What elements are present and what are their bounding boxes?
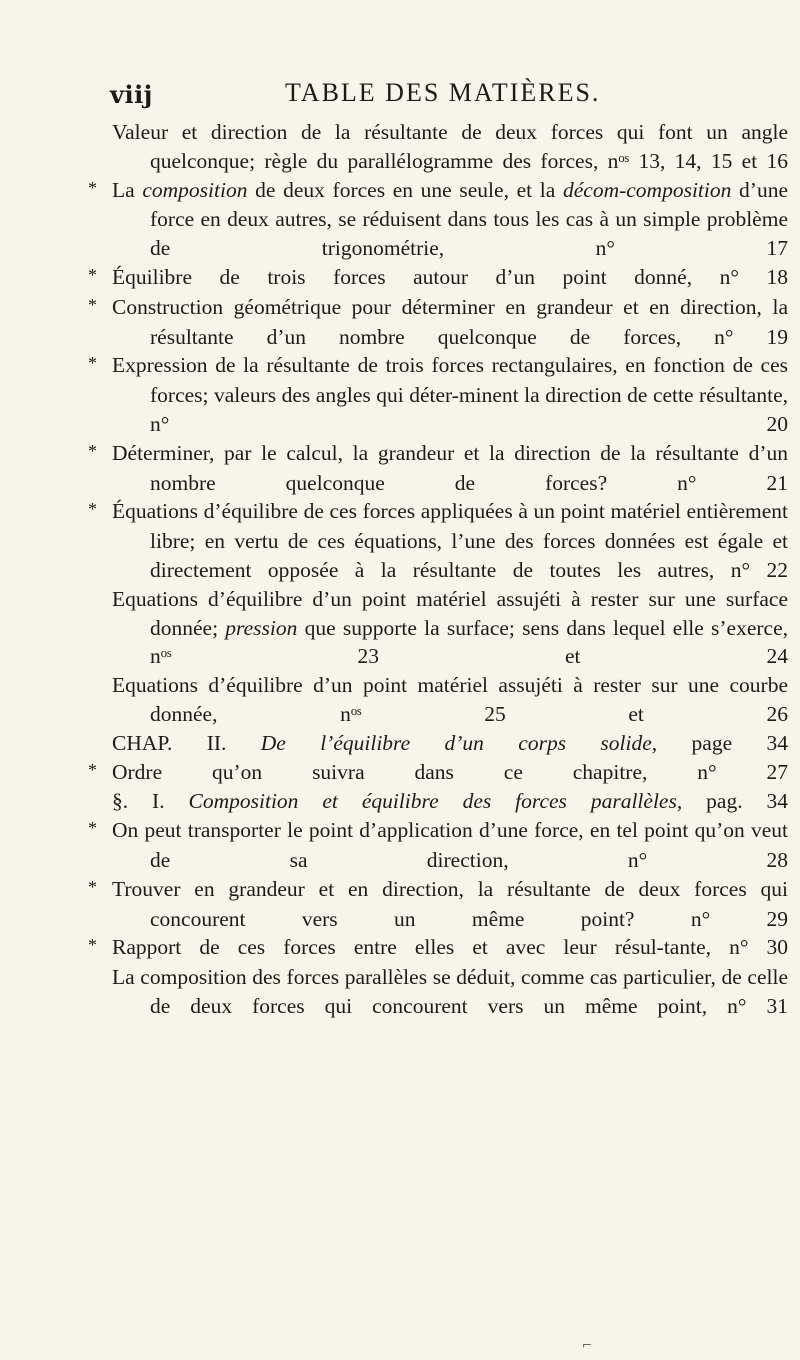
section-heading	[112, 787, 788, 816]
entry-text-italic: composition	[142, 177, 248, 202]
folio-number: viij	[110, 80, 153, 109]
toc-entry: * Construction géométrique pour déterminer en grandeur et en direction, la résultante d’un nombre quelconque de forces, n° 19	[88, 294, 788, 349]
entry-reference: nᵒˢ 25 et 26	[340, 701, 788, 726]
entry-reference: pag. 34	[706, 789, 789, 814]
entry-reference: n° 31	[727, 993, 789, 1018]
entry-text: §. I.	[112, 789, 189, 814]
toc-entry	[112, 671, 788, 729]
entry-text: La composition des forces parallèles se déduit, comme cas particulier, de celle de deux forces qui concourent vers un même point,	[112, 965, 788, 1018]
entry-text: Rapport de ces forces entre elles et avec leur résul-tante,	[112, 935, 711, 960]
entry-text: Construction géométrique pour déterminer en grandeur et en direction, la résultante d’un nombre quelconque de forces,	[112, 294, 788, 349]
entry-text: On peut transporter le point d’application d’une force, en tel point qu’on veut de sa direction,	[112, 818, 788, 872]
toc-entry: * Rapport de ces forces entre elles et avec leur résul-tante, n° 30	[88, 935, 788, 960]
toc-entry: * La composition de deux forces en une seule, et la décom-composition d’une force en deux autres, se réduisent dans tous les cas à un simple problème de trigonométrie, n° 17	[88, 177, 788, 261]
entry-text: que supporte la surface; sens dans lequel elle s’exerce,	[297, 615, 789, 640]
toc-entry: * Déterminer, par le calcul, la grandeur et la direction de la résultante d’un nombre quelconque de forces? n° 21	[88, 440, 788, 495]
toc-entry: * On peut transporter le point d’application d’une force, en tel point qu’on veut de sa direction, n° 28	[88, 818, 789, 872]
entry-reference: page 34	[691, 730, 788, 755]
entry-text: Déterminer, par le calcul, la grandeur et la direction de la résultante d’un nombre quelconque de forces?	[112, 440, 788, 495]
page-header	[0, 74, 800, 114]
table-of-contents	[88, 118, 789, 1021]
entry-text: Equations d’équilibre d’un point matériel assujéti à rester sur une courbe donnée,	[112, 673, 788, 726]
entry-text: Trouver en grandeur et en direction, la résultante de deux forces qui concourent vers un même point?	[112, 876, 788, 931]
entry-text: CHAP. II.	[112, 730, 261, 755]
toc-entry	[112, 963, 788, 1021]
toc-entry: * Expression de la résultante de trois forces rectangulaires, en fonction de ces forces; valeurs des angles qui déter-minent la direction de cette résultante, n° 20	[88, 353, 788, 436]
entry-reference: n° 21	[677, 470, 788, 495]
entry-text: Équations d’équilibre de ces forces appliquées à un point matériel entièrement libre; en vertu de ces équations, l’une des forces données est égale et directement opposée à la résultante de toutes les autres,	[112, 499, 788, 582]
entry-text: de deux forces en une seule, et la	[247, 177, 563, 202]
toc-entry	[112, 585, 788, 671]
toc-entry: * Trouver en grandeur et en direction, la résultante de deux forces qui concourent vers un même point? n° 29	[88, 876, 788, 931]
entry-text: d’une force en deux autres, se réduisent dans tous les cas à un simple problème de trigonométrie,	[150, 177, 788, 261]
entry-reference: nᵒˢ 23 et 24	[150, 644, 788, 669]
toc-entry	[112, 118, 788, 176]
entry-text-italic: pression	[225, 615, 298, 640]
running-title: TABLE DES MATIÈRES.	[285, 78, 601, 107]
entry-text-italic: Composition et équilibre des forces parallèles,	[188, 789, 683, 814]
entry-text: La	[112, 177, 143, 202]
entry-text-italic: De l’équilibre d’un corps solide,	[260, 730, 658, 755]
entry-reference: n° 18	[719, 264, 788, 289]
entry-reference: n° 17	[595, 236, 788, 261]
entry-reference: n° 27	[697, 759, 788, 784]
entry-reference: n° 19	[714, 324, 788, 349]
entry-text: Expression de la résultante de trois forces rectangulaires, en fonction de ces forces; valeurs des angles qui déter-minent la direction de cette résultante,	[112, 353, 788, 408]
entry-reference: n° 28	[627, 847, 789, 872]
entry-reference: n° 20	[150, 411, 788, 436]
entry-reference: nᵒˢ 13, 14, 15 et 16	[607, 148, 789, 173]
entry-reference: n° 30	[729, 935, 788, 960]
toc-entry: * Ordre qu’on suivra dans ce chapitre, n° 27	[88, 759, 788, 784]
toc-entry: * Équilibre de trois forces autour d’un point donné, n° 18	[88, 264, 788, 289]
entry-reference: n° 22	[730, 557, 788, 582]
entry-text: Equations d’équilibre d’un point matériel assujéti à rester sur une surface donnée;	[112, 586, 788, 640]
entry-text: Équilibre de trois forces autour d’un point donné,	[112, 264, 693, 289]
page-mark: ⌐	[582, 1338, 593, 1352]
entry-text: Valeur et direction de la résultante de deux forces qui font un angle quelconque; règle du parallélogramme des forces,	[112, 120, 788, 173]
entry-reference: n° 29	[690, 906, 788, 931]
chapter-heading	[112, 729, 788, 758]
entry-text: Ordre qu’on suivra dans ce chapitre,	[112, 759, 648, 784]
entry-text-italic: décom-composition	[562, 177, 732, 202]
toc-entry: * Équations d’équilibre de ces forces appliquées à un point matériel entièrement libre; en vertu de ces équations, l’une des forces données est égale et directement opposée à la résultante de toutes les autres, n° 22	[88, 499, 788, 582]
